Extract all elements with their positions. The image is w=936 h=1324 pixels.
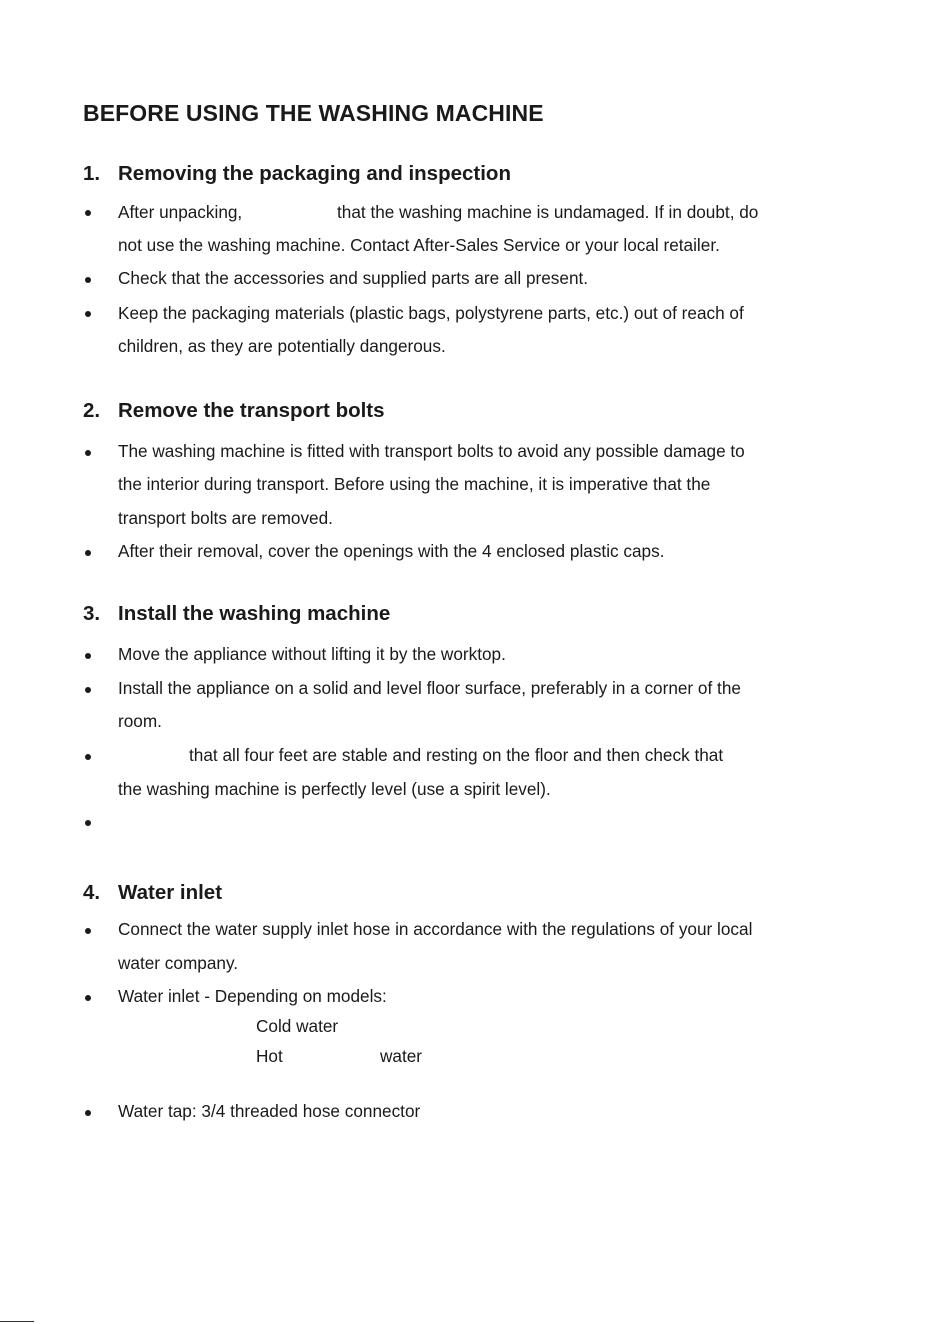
body-text: the interior during transport. Before using the machine, it is imperative that the: [118, 474, 711, 494]
bullet-icon: [85, 277, 91, 283]
body-text: water company.: [118, 953, 239, 973]
body-text: Install the appliance on a solid and level floor surface, preferably in a corner of the: [118, 678, 741, 698]
body-text: water: [380, 1046, 423, 1066]
body-text: Check that the accessories and supplied parts are all present.: [118, 268, 589, 288]
body-text: that all four feet are stable and resting on the floor and then check that: [189, 745, 724, 765]
body-text: Water inlet - Depending on models:: [118, 986, 387, 1006]
body-text: Move the appliance without lifting it by the worktop.: [118, 644, 506, 664]
body-text: After their removal, cover the openings with the 4 enclosed plastic caps.: [118, 541, 665, 561]
section-number: 2.: [83, 399, 101, 422]
body-text: children, as they are potentially dangerous.: [118, 336, 446, 356]
body-text: Cold water: [256, 1016, 339, 1036]
bullet-icon: [85, 450, 91, 456]
body-text: The washing machine is fitted with transport bolts to avoid any possible damage to: [118, 441, 745, 461]
body-text: Connect the water supply inlet hose in accordance with the regulations of your local: [118, 919, 753, 939]
bullet-icon: [85, 754, 91, 760]
section-title: Install the washing machine: [118, 602, 391, 625]
section-title: Water inlet: [118, 881, 223, 904]
body-text: the washing machine is perfectly level (use a spirit level).: [118, 779, 551, 799]
section-title: Remove the transport bolts: [118, 399, 385, 422]
body-text: room.: [118, 711, 162, 731]
bullet-icon: [85, 550, 91, 556]
bullet-icon: [85, 210, 91, 216]
footer-rule: [0, 1321, 34, 1322]
section-number: 3.: [83, 602, 101, 625]
body-text: not use the washing machine. Contact After-Sales Service or your local retailer.: [118, 235, 720, 255]
bullet-icon: [85, 653, 91, 659]
section-title: Removing the packaging and inspection: [118, 162, 511, 185]
body-text: After unpacking,: [118, 202, 243, 222]
bullet-icon: [85, 311, 91, 317]
bullet-icon: [85, 687, 91, 693]
section-number: 4.: [83, 881, 101, 904]
bullet-icon: [85, 1110, 91, 1116]
bullet-icon: [85, 928, 91, 934]
bullet-icon: [85, 995, 91, 1001]
body-text: Keep the packaging materials (plastic bags, polystyrene parts, etc.) out of reach of: [118, 303, 744, 323]
body-text: that the washing machine is undamaged. If in doubt, do: [337, 202, 759, 222]
body-text: transport bolts are removed.: [118, 508, 333, 528]
body-text: Hot: [256, 1046, 283, 1066]
section-number: 1.: [83, 162, 101, 185]
body-text: Water tap: 3/4 threaded hose connector: [118, 1101, 421, 1121]
bullet-icon: [85, 820, 91, 826]
page-title: BEFORE USING THE WASHING MACHINE: [83, 100, 544, 126]
